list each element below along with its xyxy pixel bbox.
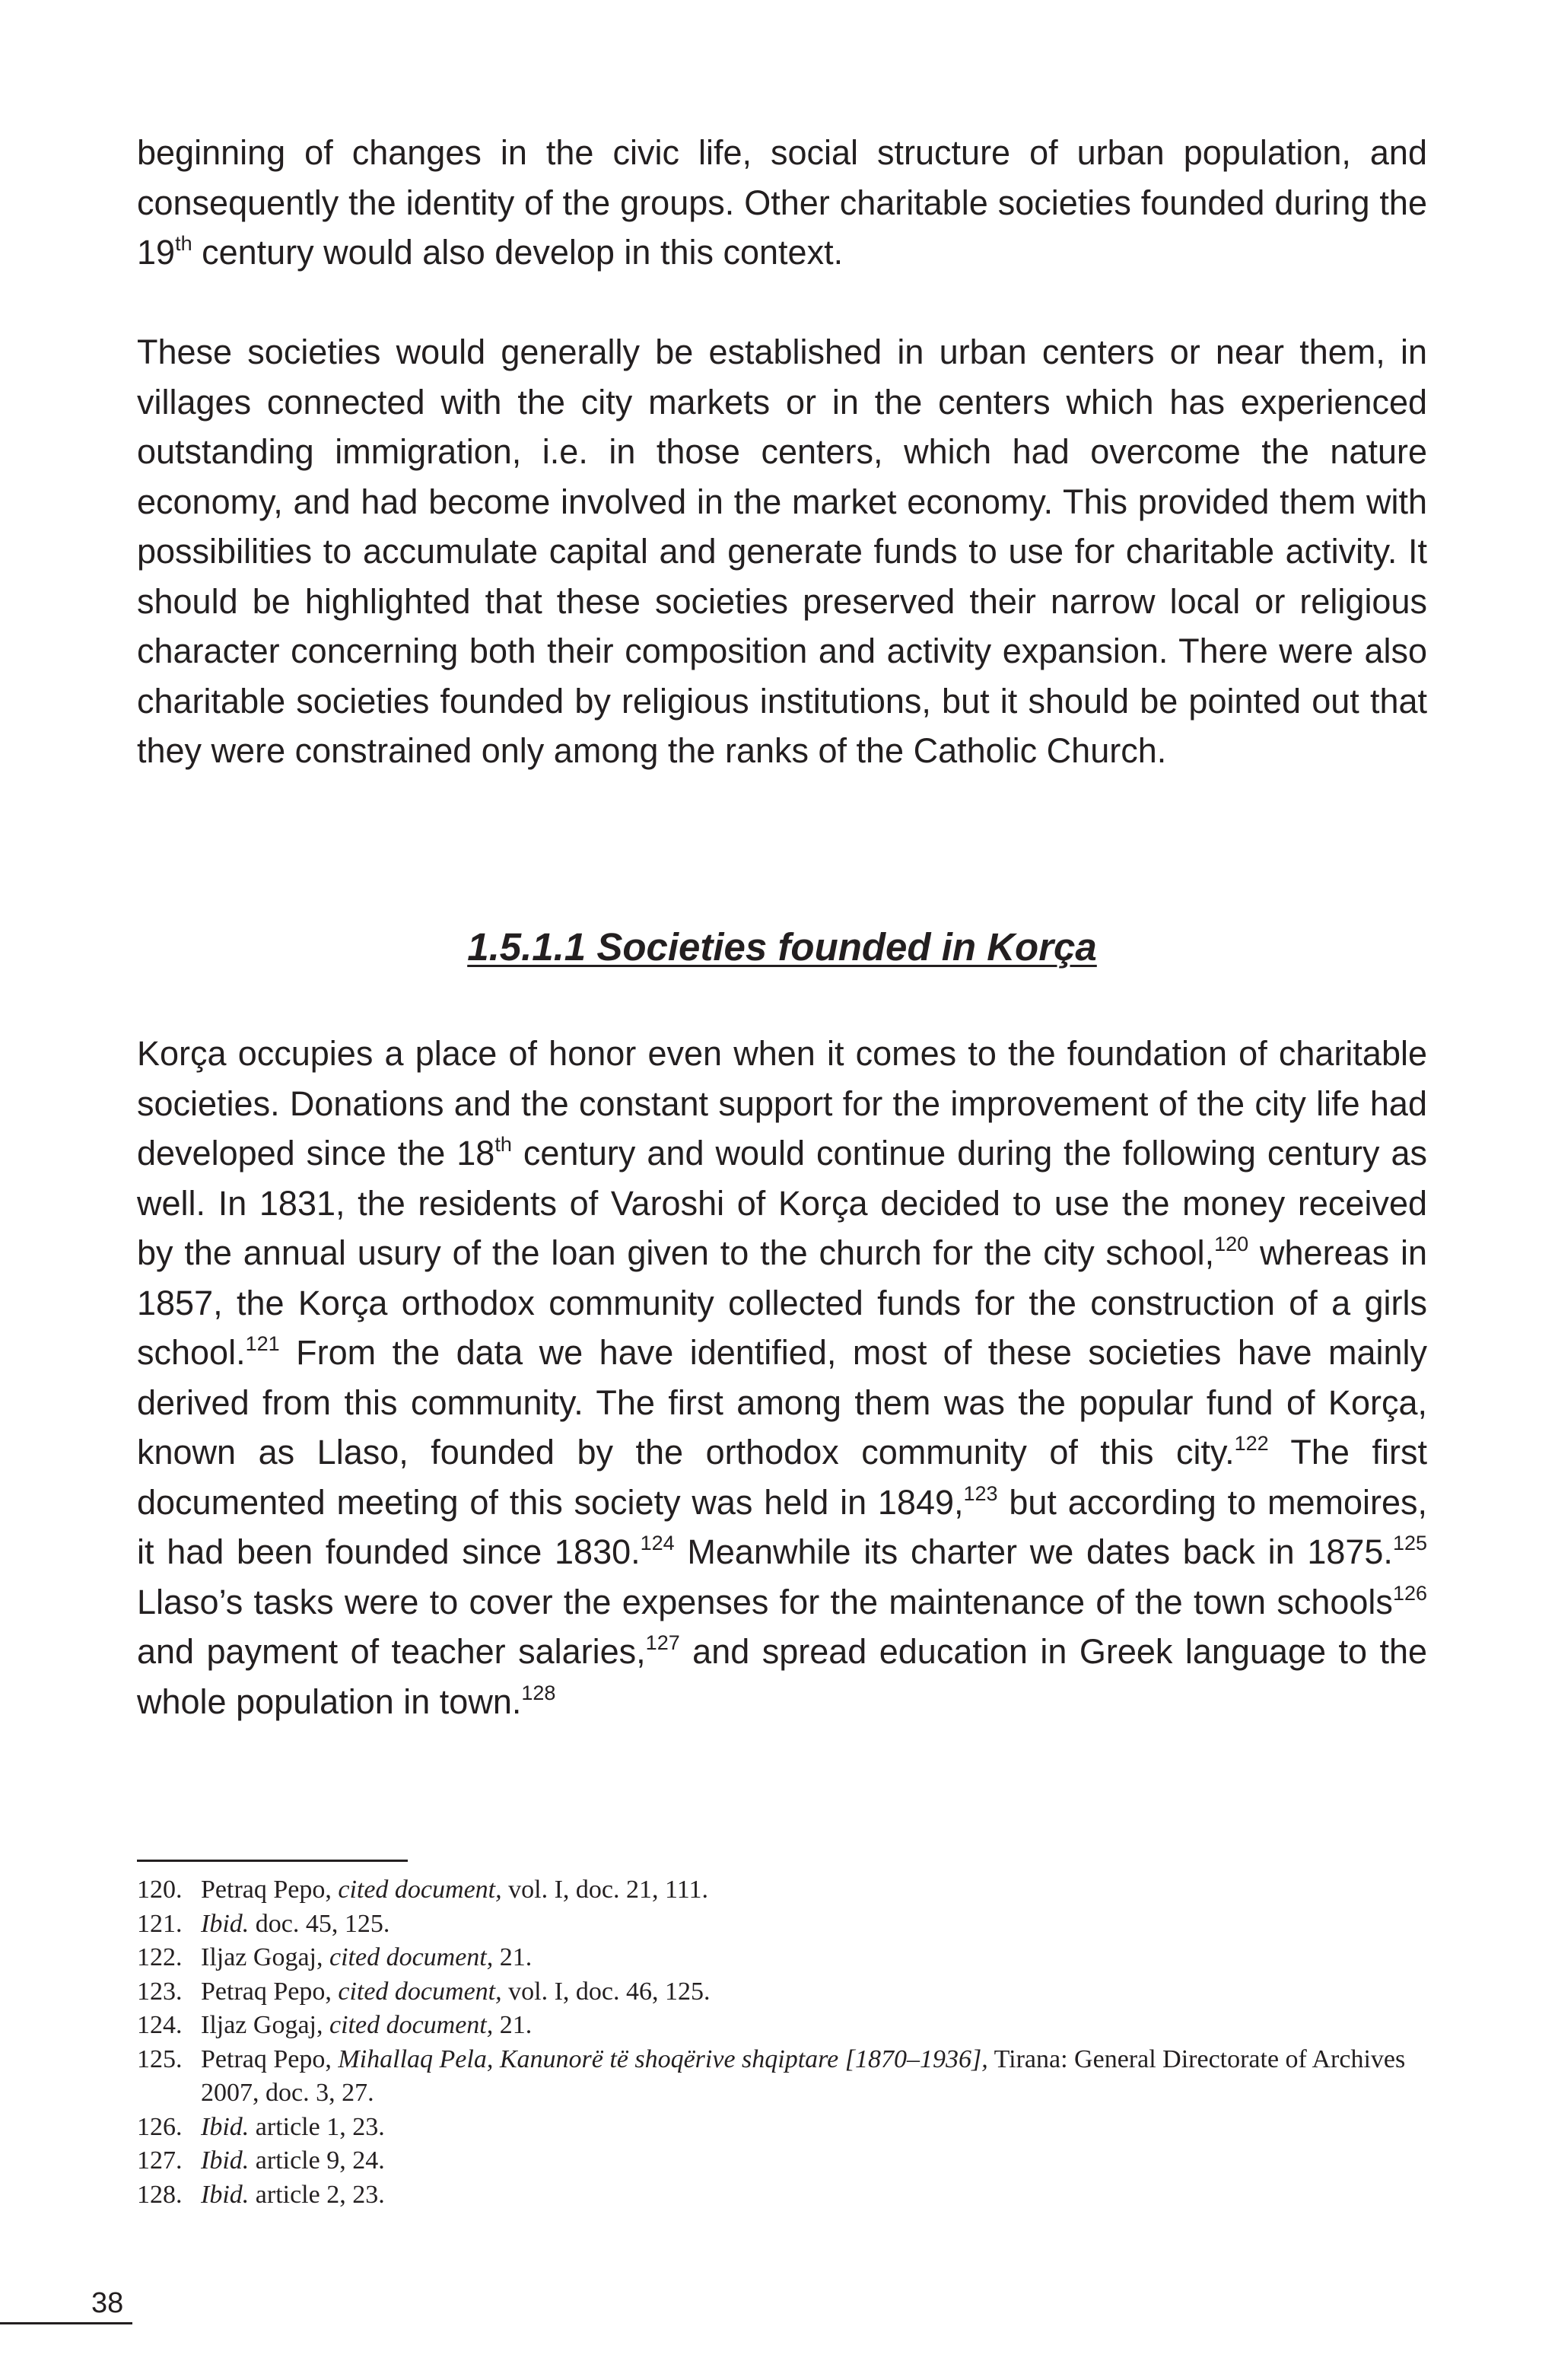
footnote-divider [137,1860,408,1862]
paragraph-text: and spread education in Greek language to the whole population in town. [137,1632,1427,1721]
paragraph-text: century and would continue during the following century as well. In 1831, the residents of Varoshi of Korça decided to use the money received by the annual usury of the loan given to the church for the city school, [137,1134,1427,1272]
body-paragraph-1 [137,128,1427,278]
footnote-text: vol. I, doc. 46, 125. [501,1977,711,2006]
footnote-list [137,1873,1430,2212]
paragraph-text: Llaso’s tasks were to cover the expenses for the maintenance of the town schools [137,1582,1393,1621]
footnote-item [137,2111,1430,2145]
page-number-rule [0,2322,132,2324]
paragraph-text: beginning of changes in the civic life, social structure of urban population, and consequently the identity of the groups. Other charitable societies founded during the 19 [137,133,1427,272]
footnote-number: 127. [137,2146,183,2175]
footnote-title: Ibid. [201,1909,250,1938]
footnote-text: Petraq Pepo, [201,1977,339,2006]
footnote-title: cited document, [338,1876,502,1904]
footnote-item [137,2009,1430,2043]
footnote-number: 126. [137,2112,183,2141]
footnote-text: doc. 45, 125. [249,1909,390,1938]
footnote-item [137,1908,1430,1942]
footnote-text: Tirana: General Directorate of Archives 2007, doc. 3, 27. [201,2044,1406,2107]
section-heading: 1.5.1.1 Societies founded in Korça [467,925,1097,969]
footnote-number: 125. [137,2044,183,2073]
footnote-number: 123. [137,1977,183,2006]
paragraph-text: Korça occupies a place of honor even when it comes to the foundation of charitable societies. Donations and the constant support for the improvement of the city life had developed since the 18 [137,1034,1427,1172]
footnote-number: 121. [137,1909,183,1938]
footnote-reference[interactable]: 124 [640,1532,675,1554]
paragraph-text: century would also develop in this context. [192,233,844,272]
footnote-reference[interactable]: 127 [645,1631,680,1654]
page-number: 38 [91,2287,124,2319]
footnote-text: vol. I, doc. 21, 111. [501,1876,708,1904]
footnote-item [137,2144,1430,2178]
footnote-item [137,2043,1430,2111]
paragraph-text: The first documented meeting of this society was held in 1849, [137,1433,1427,1522]
footnote-title: Ibid. [201,2146,250,2175]
footnote-number: 124. [137,2011,183,2039]
footnote-reference[interactable]: 128 [521,1681,556,1704]
footnote-text: Iljaz Gogaj, [201,1943,329,1971]
footnote-text: 21. [493,1943,533,1971]
superscript: th [175,232,192,255]
paragraph-text: Meanwhile its charter we dates back in 1875. [674,1532,1393,1571]
body-paragraph-2: These societies would generally be established in urban centers or near them, in villages connected with the city markets or in the centers which has experienced outstanding immigration, i.e. in those centers, which had overcome the nature economy, and had become involved in the market economy. This provided them with possibilities to accumulate capital and generate funds to use for charitable activity. It should be highlighted that these societies preserved their narrow local or religious character concerning both their composition and activity expansion. There were also charitable societies founded by religious institutions, but it should be pointed out that they were constrained only among the ranks of the Catholic Church. [137,332,1427,770]
footnote-text: 21. [493,2011,533,2039]
footnote-text: article 1, 23. [249,2112,385,2141]
footnote-reference[interactable]: 121 [245,1332,280,1355]
paragraph-text: whereas in 1857, the Korça orthodox community collected funds for the construction of a girls school. [137,1233,1427,1372]
footnote-title: Mihallaq Pela, Kanunorë të shoqërive shqiptare [1870–1936], [338,2044,988,2073]
footnote-item [137,2178,1430,2213]
footnote-reference[interactable]: 122 [1234,1432,1269,1455]
footnote-number: 120. [137,1876,183,1904]
footnote-text: article 9, 24. [249,2146,385,2175]
footnote-text: Iljaz Gogaj, [201,2011,329,2039]
footnote-item [137,1873,1430,1908]
footnote-text: article 2, 23. [249,2180,385,2209]
footnote-title: cited document, [329,2011,494,2039]
footnote-title: cited document, [329,1943,494,1971]
body-paragraph-3 [137,1029,1427,1726]
footnote-text: Petraq Pepo, [201,2044,339,2073]
footnote-number: 122. [137,1943,183,1971]
footnote-item [137,1975,1430,2009]
footnote-title: Ibid. [201,2112,250,2141]
footnote-item [137,1941,1430,1975]
paragraph-text: but according to memoires, it had been founded since 1830. [137,1482,1427,1571]
footnote-reference[interactable]: 123 [963,1481,998,1505]
footnote-number: 128. [137,2180,183,2209]
paragraph-text: From the data we have identified, most of these societies have mainly derived from this community. The first among them was the popular fund of Korça, known as Llaso, founded by the orthodox community of this city. [137,1333,1427,1472]
footnote-title: Ibid. [201,2180,250,2209]
footnote-reference[interactable]: 126 [1392,1581,1427,1605]
footnote-reference[interactable]: 125 [1392,1532,1427,1554]
footnote-title: cited document, [338,1977,502,2006]
superscript: th [494,1133,512,1156]
footnote-text: Petraq Pepo, [201,1876,339,1904]
footnote-reference[interactable]: 120 [1214,1233,1249,1255]
paragraph-text: and payment of teacher salaries, [137,1632,646,1671]
